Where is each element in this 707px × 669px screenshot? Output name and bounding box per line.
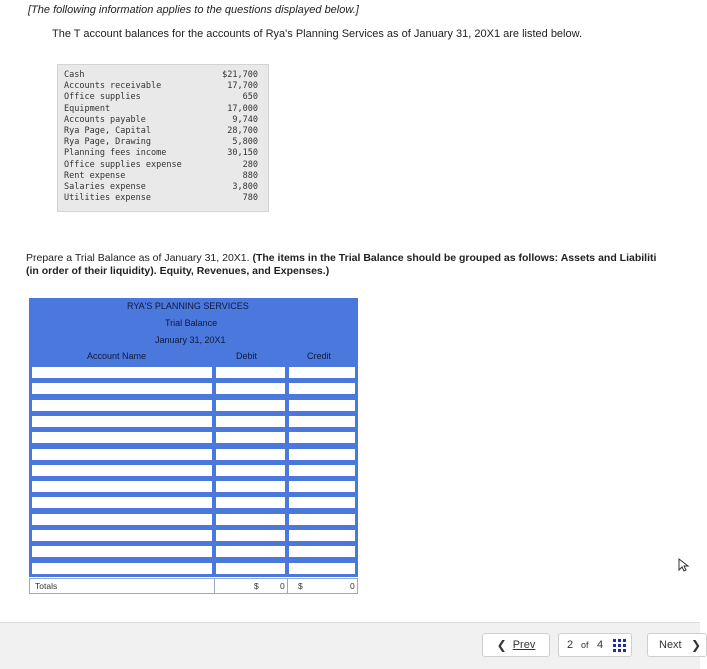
account-name-input[interactable] xyxy=(31,366,213,379)
debit-input[interactable] xyxy=(215,545,286,558)
account-name: Rya Page, Capital xyxy=(64,126,151,136)
credit-input[interactable] xyxy=(288,529,356,542)
account-name-input[interactable] xyxy=(31,513,213,526)
statement-title: Trial Balance xyxy=(165,318,218,328)
credit-input[interactable] xyxy=(288,464,356,477)
next-button[interactable] xyxy=(647,633,707,657)
account-value: 280 xyxy=(242,159,258,170)
account-value: $21,700 xyxy=(222,70,258,80)
next-label: Next xyxy=(659,639,682,651)
account-name: Accounts receivable xyxy=(64,81,162,92)
table-row xyxy=(29,463,358,478)
account-balance-row xyxy=(64,160,264,171)
account-name-input[interactable] xyxy=(31,562,213,575)
account-value: 17,700 xyxy=(227,81,258,92)
debit-input[interactable] xyxy=(215,415,286,428)
total-pages: 4 xyxy=(597,639,604,651)
credit-input[interactable] xyxy=(288,448,356,461)
column-header-credit: Credit xyxy=(307,351,332,361)
totals-separator xyxy=(214,579,215,593)
account-name-input[interactable] xyxy=(31,496,213,509)
credit-input[interactable] xyxy=(288,366,356,379)
account-balance-row xyxy=(64,81,264,92)
debit-input[interactable] xyxy=(215,382,286,395)
account-name: Equipment xyxy=(64,103,111,114)
credit-input[interactable] xyxy=(288,513,356,526)
debit-input[interactable] xyxy=(215,562,286,575)
trial-balance-header xyxy=(29,298,358,365)
debit-input[interactable] xyxy=(215,513,286,526)
account-name: Accounts payable xyxy=(64,114,146,125)
chevron-left-icon: ❮ xyxy=(496,638,507,652)
debit-total-currency: $ xyxy=(254,581,259,591)
totals-separator xyxy=(287,579,288,593)
debit-input[interactable] xyxy=(215,431,286,444)
credit-input[interactable] xyxy=(288,382,356,395)
instructions-bold-line2: (in order of their liquidity). Equity, Revenues, and Expenses.) xyxy=(26,265,330,277)
table-row xyxy=(29,495,358,510)
navigation-bar xyxy=(0,622,700,669)
table-row xyxy=(29,365,358,380)
account-name: Rya Page, Drawing xyxy=(64,137,151,148)
credit-input[interactable] xyxy=(288,399,356,412)
account-balance-row xyxy=(64,115,264,126)
debit-input[interactable] xyxy=(215,448,286,461)
credit-total-currency: $ xyxy=(298,581,303,591)
debit-input[interactable] xyxy=(215,366,286,379)
column-header-debit: Debit xyxy=(236,351,258,361)
debit-input[interactable] xyxy=(215,399,286,412)
credit-input[interactable] xyxy=(288,496,356,509)
table-row xyxy=(29,414,358,429)
instructions-bold-line1: (The items in the Trial Balance should be grouped as follows: Assets and Liabiliti xyxy=(252,252,657,264)
account-name-input[interactable] xyxy=(31,464,213,477)
prev-label: Prev xyxy=(512,639,536,651)
account-value: 5,800 xyxy=(232,137,258,148)
account-balance-row xyxy=(64,70,264,81)
credit-input[interactable] xyxy=(288,480,356,493)
account-name: Rent expense xyxy=(64,170,126,181)
column-header-account-name: Account Name xyxy=(87,351,147,361)
account-name: Office supplies xyxy=(64,92,141,103)
table-row xyxy=(29,544,358,559)
credit-input[interactable] xyxy=(288,415,356,428)
statement-date: January 31, 20X1 xyxy=(155,335,226,345)
totals-row xyxy=(29,578,358,594)
debit-input[interactable] xyxy=(215,464,286,477)
account-value: 650 xyxy=(242,92,258,103)
account-balances-list xyxy=(57,64,269,212)
account-balance-row xyxy=(64,182,264,193)
account-name-input[interactable] xyxy=(31,415,213,428)
debit-total: 0 xyxy=(280,581,285,591)
prev-button[interactable] xyxy=(482,633,550,657)
table-row xyxy=(29,479,358,494)
account-balance-row xyxy=(64,137,264,148)
page-of-label: of xyxy=(581,640,589,650)
account-balance-row xyxy=(64,193,264,204)
page-indicator[interactable] xyxy=(558,633,632,657)
account-value: 28,700 xyxy=(227,126,258,136)
intro-note: [The following information applies to the questions displayed below.] xyxy=(28,4,359,16)
credit-input[interactable] xyxy=(288,545,356,558)
account-balance-row xyxy=(64,171,264,182)
account-name-input[interactable] xyxy=(31,529,213,542)
table-row xyxy=(29,528,358,543)
debit-input[interactable] xyxy=(215,496,286,509)
table-row xyxy=(29,430,358,445)
grid-menu-icon[interactable] xyxy=(613,639,626,652)
account-value: 780 xyxy=(242,193,258,204)
account-name-input[interactable] xyxy=(31,480,213,493)
account-name: Cash xyxy=(64,70,85,80)
account-value: 3,800 xyxy=(232,182,258,192)
totals-label: Totals xyxy=(35,581,58,591)
intro-text: The T account balances for the accounts of Rya's Planning Services as of January 31, 20X1 are listed below. xyxy=(52,28,583,40)
mouse-pointer-icon xyxy=(678,558,690,572)
credit-input[interactable] xyxy=(288,562,356,575)
account-value: 9,740 xyxy=(232,114,258,125)
instructions xyxy=(26,252,700,278)
account-name-input[interactable] xyxy=(31,382,213,395)
company-name: RYA'S PLANNING SERVICES xyxy=(127,301,249,311)
table-row xyxy=(29,512,358,527)
table-row xyxy=(29,398,358,413)
current-page: 2 xyxy=(567,639,574,651)
account-balance-row xyxy=(64,148,264,159)
debit-input[interactable] xyxy=(215,480,286,493)
account-name-input[interactable] xyxy=(31,399,213,412)
chevron-right-icon: ❯ xyxy=(691,638,702,652)
debit-input[interactable] xyxy=(215,529,286,542)
account-name: Planning fees income xyxy=(64,148,167,159)
account-name: Utilities expense xyxy=(64,193,151,204)
account-balance-row xyxy=(64,104,264,115)
account-value: 880 xyxy=(242,170,258,181)
credit-total: 0 xyxy=(350,581,355,591)
account-name-input[interactable] xyxy=(31,448,213,461)
table-row xyxy=(29,447,358,462)
account-balance-row xyxy=(64,126,264,137)
account-value: 30,150 xyxy=(227,148,258,159)
account-name: Office supplies expense xyxy=(64,159,182,170)
account-value: 17,000 xyxy=(227,103,258,114)
credit-input[interactable] xyxy=(288,431,356,444)
account-balance-row xyxy=(64,92,264,103)
account-name-input[interactable] xyxy=(31,431,213,444)
account-name-input[interactable] xyxy=(31,545,213,558)
instructions-plain: Prepare a Trial Balance as of January 31, 20X1. xyxy=(26,252,253,264)
account-name: Salaries expense xyxy=(64,182,146,192)
table-row xyxy=(29,561,358,576)
table-row xyxy=(29,381,358,396)
